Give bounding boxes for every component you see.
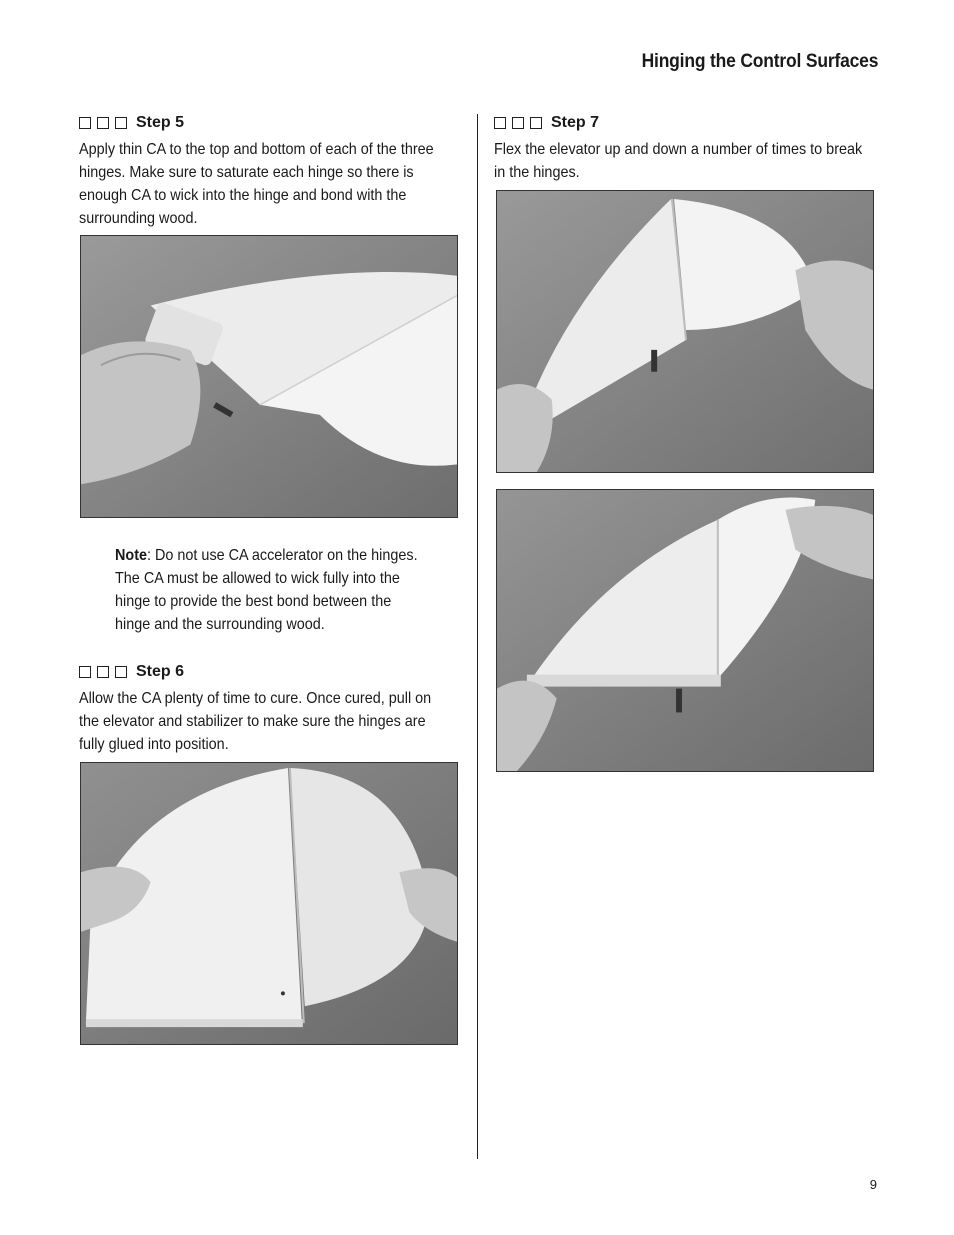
step-label: Step 5 (136, 114, 185, 131)
checkbox-1[interactable] (494, 117, 506, 129)
checkbox-3[interactable] (530, 117, 542, 129)
step-6-text: Allow the CA plenty of time to cure. Once cured, pull on the elevator and stabilizer to make sure the hinges are fully glued into position. (79, 690, 432, 753)
step-5-photo (80, 235, 458, 518)
step-5-heading (79, 114, 184, 132)
step-label: Step 7 (551, 114, 600, 131)
step-7-heading (494, 114, 599, 132)
checkbox-2[interactable] (97, 666, 109, 678)
step-7-photo-1 (496, 190, 874, 473)
step-6-photo (80, 762, 458, 1045)
checkbox-1[interactable] (79, 117, 91, 129)
step-7-photo-2 (496, 489, 874, 772)
checkbox-3[interactable] (115, 117, 127, 129)
step-6-heading (79, 663, 184, 681)
checkbox-3[interactable] (115, 666, 127, 678)
checkbox-2[interactable] (97, 117, 109, 129)
step-label: Step 6 (136, 663, 185, 680)
note-text: : Do not use CA accelerator on the hinges. The CA must be allowed to wick fully into the hinge to provide the best bond between the hinge and the surrounding wood. (115, 547, 418, 633)
step-7-text: Flex the elevator up and down a number of times to break in the hinges. (494, 141, 863, 181)
checkbox-1[interactable] (79, 666, 91, 678)
step-5-text: Apply thin CA to the top and bottom of each of the three hinges. Make sure to saturate each hinge so there is enough CA to wick into the hinge and bond with the surrounding wood. (79, 141, 434, 227)
section-title: Hinging the Control Surfaces (641, 51, 878, 72)
column-divider (477, 114, 478, 1159)
note-label: Note (115, 547, 148, 564)
note (115, 544, 421, 636)
checkbox-2[interactable] (512, 117, 524, 129)
page-number: 9 (869, 1177, 877, 1192)
